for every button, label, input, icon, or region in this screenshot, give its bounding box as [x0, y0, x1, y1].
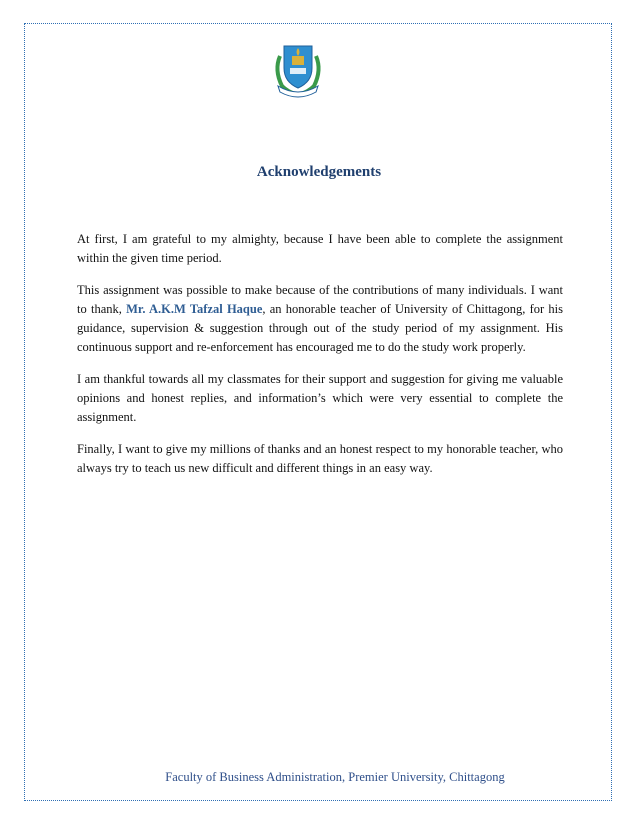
paragraph-finally: Finally, I want to give my millions of thanks and an honest respect to my honorable teacher, who always try to teach us new difficult and different things in an easy way.: [77, 442, 563, 475]
paragraph-text: This assignment was possible to make because of the contributions of many individuals. I want to thank,: [77, 283, 563, 316]
paragraph-thanks-classmates: I am thankful towards all my classmates for their support and suggestion for giving me valuable opinions and honest replies, and information’s which were very essential to complete the assignment.: [77, 372, 563, 424]
university-crest-icon: [270, 36, 326, 100]
paragraph-text: , an honorable teacher of University of Chittagong, for his guidance, supervision & suggestion through out of the study period of my assignment. His continuous support and re-enforcement has encouraged me to do the study work properly.: [77, 302, 564, 354]
paragraph-thanks-teacher: [77, 281, 563, 357]
paragraph-intro: At first, I am grateful to my almighty, because I have been able to complete the assignment within the given time period.: [77, 232, 563, 265]
page-footer: Faculty of Business Administration, Premier University, Chittagong: [165, 770, 505, 784]
teacher-name: Mr. A.K.M Tafzal Haque: [126, 302, 263, 316]
page-title: Acknowledgements: [256, 164, 382, 180]
body-text: [77, 230, 563, 491]
